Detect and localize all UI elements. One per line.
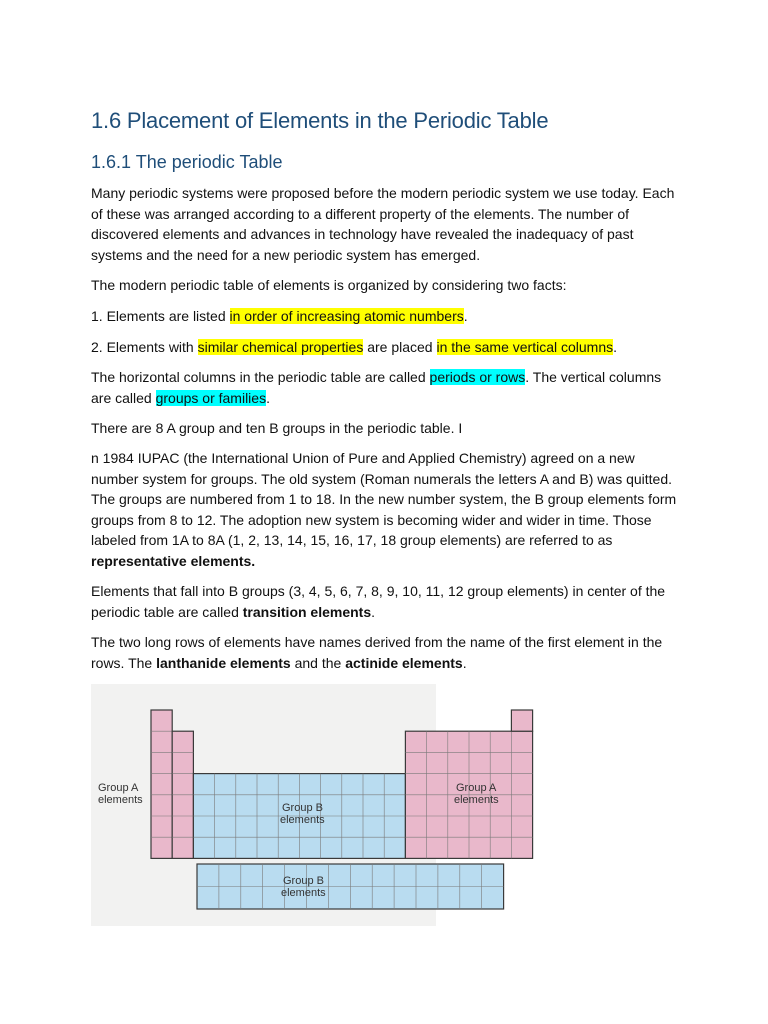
bold-term: actinide elements [345,654,463,671]
paragraph-history: Many periodic systems were proposed before the modern periodic system we use today. Each of these was arranged according to a different property of the elements. The number of discovered elements and advances in technology have revealed the inadequacy of past systems and the need for a new periodic system has emerged. [91,185,675,263]
label-group-a-left-2: elements [98,794,143,806]
item-text: 1. Elements are listed [91,308,230,324]
highlight-text: in the same vertical columns [436,339,614,355]
f-block-rows [197,864,504,909]
paragraph-transition [91,581,683,622]
label-group-a-right: Group A [456,782,497,794]
label-group-b-center: Group B [282,802,323,814]
highlight-text: periods or rows [429,369,526,385]
paragraph-text: The horizontal columns in the periodic table are called [91,369,430,385]
paragraph-lanthanide-actinide [91,632,683,673]
group-a-column-2 [172,731,193,858]
highlight-text: groups or families [155,389,267,406]
label-group-b-bottom: Group B [283,875,324,887]
group-a-top-cell [511,710,532,731]
paragraph-periods-groups [91,367,683,408]
group-a-column-1-outline [151,710,172,858]
bold-term: representative elements. [91,552,256,569]
paragraph-text: and the [290,654,346,671]
paragraph-text: . [462,654,467,671]
section-heading: 1.6 Placement of Elements in the Periodic Table [91,108,549,133]
label-group-b-center-2: elements [280,814,325,826]
paragraph-group-count: There are 8 A group and ten B groups in the periodic table. I [91,420,463,436]
paragraph-iupac [91,448,683,571]
item-text: . [463,308,468,324]
bold-term: transition elements [242,603,372,620]
item-text: 2. Elements with [91,339,198,355]
paragraph-text: Elements that fall into B groups (3, 4, 5, 6, 7, 8, 9, 10, 11, 12 group elements) in center of the periodic table are called [91,583,666,620]
group-a-column-1 [151,710,172,858]
label-group-a-left: Group A [98,782,139,794]
periodic-table-diagram [91,684,546,926]
item-text: . [613,339,618,355]
paragraph-text: . [371,603,376,620]
list-item-atomic-numbers [91,306,683,327]
subsection-heading: 1.6.1 The periodic Table [91,152,283,172]
bold-term: lanthanide elements [156,654,291,671]
label-group-b-bottom-2: elements [281,887,326,899]
paragraph-text: . [266,389,270,406]
label-group-a-right-2: elements [454,794,499,806]
paragraph-text: . The vertical columns are called [91,369,662,406]
paragraph-organization: The modern periodic table of elements is organized by considering two facts: [91,277,567,293]
paragraph-text: n 1984 IUPAC (the International Union of Pure and Applied Chemistry) agreed on a new number system for groups. The old system (Roman numerals the letters A and B) was quitted. The groups are numbered from 1 to 18. In the new number system, the B group elements form groups from 8 to 12. The adoption new system is becoming wider and wider in time. Those labeled from 1A to 8A (1, 2, 13, 14, 15, 16, 17, 18 group elements) are referred to as [91,450,677,548]
item-text: are placed [363,339,437,355]
highlight-text: similar chemical properties [197,339,364,355]
group-a-top-cell-outline [511,710,532,731]
paragraph-text: The two long rows of elements have names derived from the name of the first element in the rows. The [91,634,663,671]
list-item-vertical-columns [91,337,683,358]
highlight-text: in order of increasing atomic numbers [229,308,464,324]
periodic-table-figure [91,684,499,926]
